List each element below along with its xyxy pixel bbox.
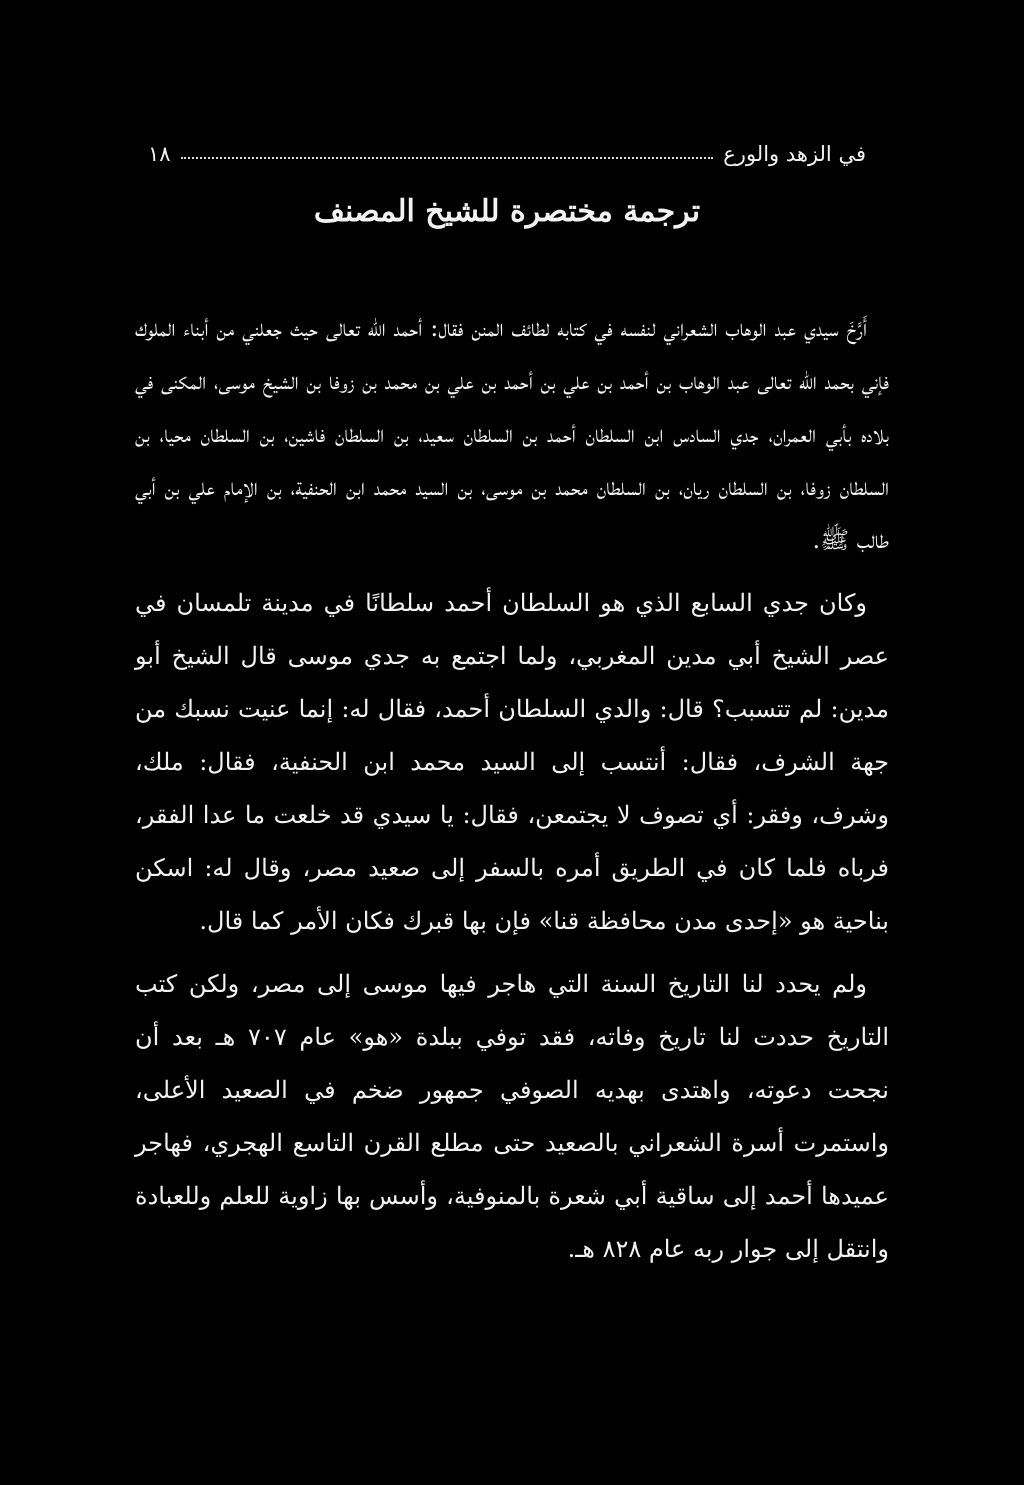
paragraph: ولم يحدد لنا التاريخ السنة التي هاجر فيها موسى إلى مصر، ولكن كتب التاريخ حددت لنا تاريخ وفاته، فقد توفي ببلدة «هو» عام ٧٠٧ هـ بعد أن نجحت دعوته، واهتدى بهديه الصوفي جمهور ضخم في الصعيد الأعلى، واستمرت أسرة الشعراني بالصعيد حتى مطلع القرن التاسع الهجري، فهاجر عميدها أحمد إلى ساقية أبي شعرة بالمنوفية، وأسس بها زاوية للعلم وللعبادة وانتقل إلى جوار ربه عام ٨٢٨ هـ.: [135, 970, 890, 1263]
section-title: ترجمة مختصرة للشيخ المصنف: [313, 194, 701, 229]
running-title: في الزهد والورع: [723, 142, 866, 166]
page-number: ١٨: [148, 142, 171, 166]
running-header: [148, 134, 866, 174]
dotted-leader: [181, 157, 714, 159]
body-text: [135, 302, 889, 1286]
paragraph: وكان جدي السابع الذي هو السلطان أحمد سلطانًا في مدينة تلمسان في عصر الشيخ أبي مدين المغربي، ولما اجتمع به جدي موسى قال الشيخ أبو مدين: لم تتسبب؟ قال: والدي السلطان أحمد، فقال له: إنما عنيت نسبك من جهة الشرف، فقال: أنتسب إلى السيد محمد ابن الحنفية، فقال: ملك، وشرف، وفقر: أي تصوف لا يجتمعن، فقال: يا سيدي قد خلعت ما عدا الفقر، فرباه فلما كان في الطريق أمره بالسفر إلى صعيد مصر، وقال له: اسكن بناحية هو «إحدى مدن محافظة قنا» فإن بها قبرك فكان الأمر كما قال.: [135, 589, 889, 935]
paragraph: أَرَّخَ سيدي عبد الوهاب الشعراني لنفسه في كتابه لطائف المنن فقال: أحمد الله تعالى حيث جعلني من أبناء الملوك فإني بحمد الله تعالى عبد الوهاب بن أحمد بن علي بن أحمد بن علي بن محمد بن زوفا بن الشيخ موسى، المكنى في بلاده بأبي العمران، جدي السادس ابن السلطان أحمد بن السلطان سعيد، بن السلطان فاشين، بن السلطان محيا، بن السلطان زوفا، بن السلطان ريان، بن السلطان محمد بن موسى، بن السيد محمد ابن الحنفية، بن الإمام علي بن أبي طالب ﷺ.: [135, 314, 889, 554]
